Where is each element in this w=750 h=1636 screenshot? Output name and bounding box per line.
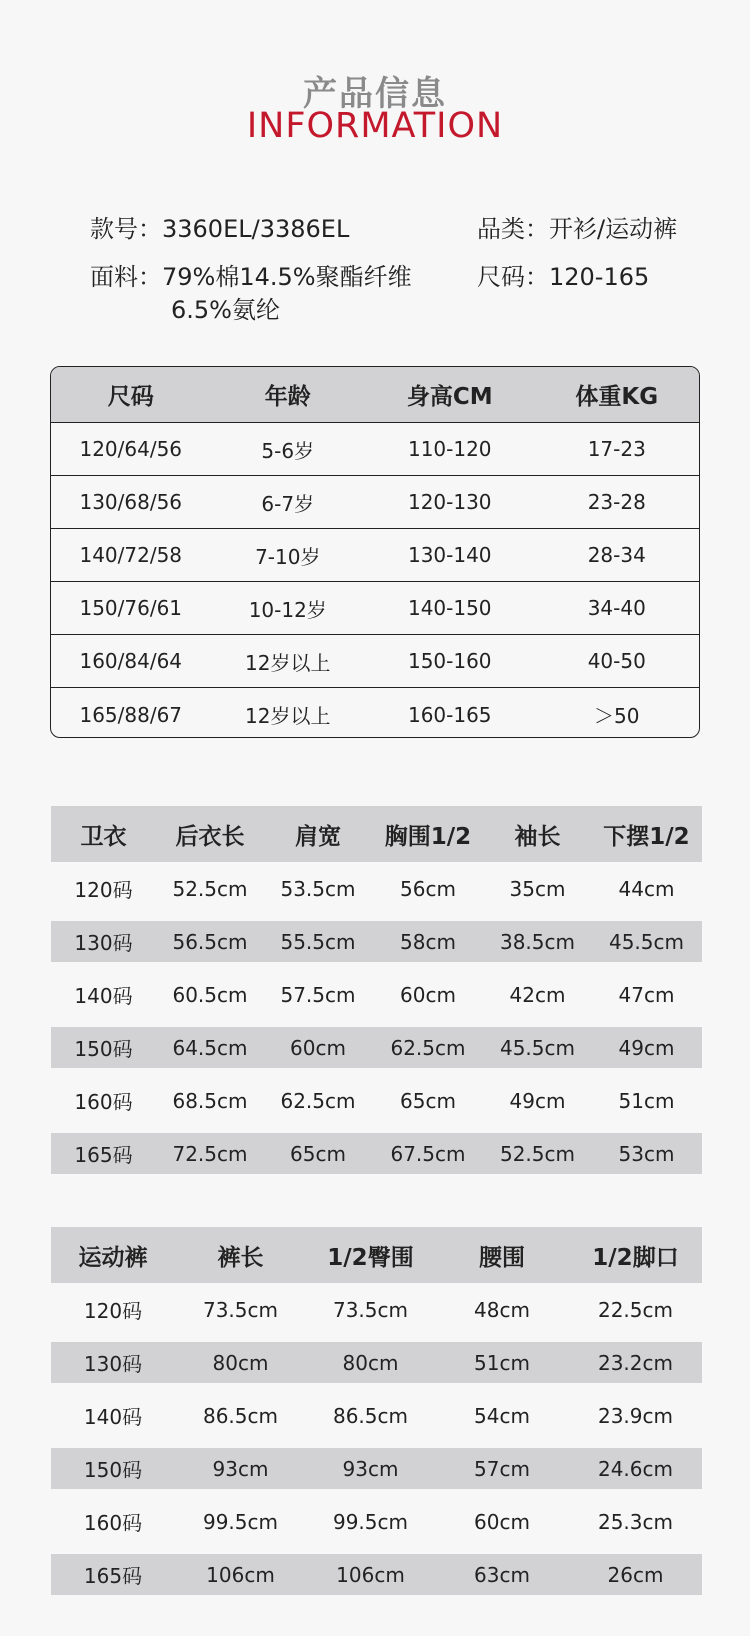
table-cell: 165/88/67 bbox=[79, 702, 183, 727]
header-cell: 卫衣 bbox=[80, 823, 127, 850]
table-cell: 150码 bbox=[83, 1458, 143, 1482]
pants-measure-table bbox=[51, 1227, 702, 1601]
table-row bbox=[51, 1342, 702, 1383]
table-cell: 160码 bbox=[83, 1511, 143, 1535]
table-cell: 7-10岁 bbox=[255, 544, 321, 569]
table-cell: 150/76/61 bbox=[79, 596, 183, 620]
table-cell: 165码 bbox=[83, 1564, 143, 1588]
table-row bbox=[51, 476, 699, 529]
table-cell: 165码 bbox=[74, 1143, 133, 1167]
table-cell: 62.5cm bbox=[390, 1035, 466, 1060]
table-cell: 86.5cm bbox=[332, 1403, 408, 1428]
table-cell: 130码 bbox=[83, 1352, 143, 1376]
table-cell: 56cm bbox=[400, 876, 456, 901]
table-cell: 130-140 bbox=[407, 543, 492, 567]
header-cell: 1/2臀围 bbox=[327, 1244, 414, 1271]
table-cell: 52.5cm bbox=[172, 876, 248, 901]
header-cell: 袖长 bbox=[514, 823, 561, 850]
table-cell: 6-7岁 bbox=[261, 491, 315, 516]
table-cell: 110-120 bbox=[407, 437, 492, 461]
table-cell: 160码 bbox=[74, 1090, 133, 1114]
table-cell: 57cm bbox=[474, 1456, 530, 1481]
table-cell: 57.5cm bbox=[280, 982, 356, 1007]
header-cell: 后衣长 bbox=[175, 823, 245, 850]
table-cell: 22.5cm bbox=[597, 1297, 673, 1322]
header-cell: 身高CM bbox=[406, 384, 493, 410]
category: 品类：开衫/运动裤 bbox=[477, 215, 678, 243]
table-cell: 160/84/64 bbox=[79, 649, 183, 673]
size-range: 尺码：120-165 bbox=[477, 263, 650, 291]
table-cell: 64.5cm bbox=[172, 1035, 248, 1060]
section-title-en: INFORMATION bbox=[246, 106, 504, 146]
table-cell: 23-28 bbox=[587, 490, 646, 514]
table-cell: 47cm bbox=[618, 982, 675, 1007]
header-cell: 裤长 bbox=[217, 1244, 264, 1271]
section-title-cn: 产品信息 bbox=[303, 74, 447, 114]
table-cell: 17-23 bbox=[587, 437, 646, 461]
table-cell: 86.5cm bbox=[202, 1403, 278, 1428]
hoodie-table-header bbox=[51, 806, 702, 862]
table-cell: 80cm bbox=[212, 1350, 269, 1375]
table-row bbox=[51, 1027, 702, 1068]
table-cell: 44cm bbox=[618, 876, 675, 901]
table-cell: 130/68/56 bbox=[79, 490, 183, 514]
table-cell: 45.5cm bbox=[608, 929, 684, 954]
header-cell: 尺码 bbox=[107, 384, 154, 410]
table-cell: 150-160 bbox=[407, 649, 492, 673]
pants-table-header bbox=[51, 1227, 702, 1283]
table-cell: 60cm bbox=[400, 982, 456, 1007]
table-cell: 40-50 bbox=[587, 649, 646, 673]
table-row bbox=[51, 968, 702, 1021]
table-row bbox=[51, 1389, 702, 1442]
table-cell: 54cm bbox=[474, 1403, 530, 1428]
table-cell: 48cm bbox=[474, 1297, 530, 1322]
table-row bbox=[51, 1074, 702, 1127]
table-cell: 93cm bbox=[212, 1456, 269, 1481]
table-row bbox=[51, 1133, 702, 1174]
table-cell: 67.5cm bbox=[390, 1141, 466, 1166]
table-cell: 12岁以上 bbox=[245, 704, 331, 728]
table-cell: 60cm bbox=[474, 1509, 530, 1534]
table-cell: 150码 bbox=[74, 1037, 133, 1061]
table-cell: 99.5cm bbox=[332, 1509, 408, 1534]
table-row bbox=[51, 688, 699, 738]
table-cell: 53.5cm bbox=[280, 876, 356, 901]
hoodie-measure-table bbox=[51, 806, 702, 1180]
table-row bbox=[51, 635, 699, 688]
table-cell: 106cm bbox=[206, 1562, 275, 1587]
table-cell: 49cm bbox=[509, 1088, 566, 1113]
table-cell: 130码 bbox=[74, 931, 133, 955]
table-row bbox=[51, 423, 699, 476]
style-number: 款号：3360EL/3386EL bbox=[90, 215, 350, 243]
table-row bbox=[51, 1495, 702, 1548]
table-cell: 51cm bbox=[618, 1088, 675, 1113]
table-cell: ＞50 bbox=[594, 704, 640, 728]
header-cell: 肩宽 bbox=[295, 823, 341, 850]
table-cell: 5-6岁 bbox=[261, 438, 315, 463]
table-cell: 35cm bbox=[509, 876, 566, 901]
table-row bbox=[51, 529, 699, 582]
table-cell: 65cm bbox=[290, 1141, 346, 1166]
table-cell: 25.3cm bbox=[597, 1509, 673, 1534]
header-cell: 年龄 bbox=[264, 384, 311, 410]
table-cell: 68.5cm bbox=[172, 1088, 248, 1113]
table-cell: 28-34 bbox=[587, 543, 646, 567]
table-row bbox=[51, 1283, 702, 1336]
table-cell: 120码 bbox=[83, 1299, 143, 1323]
table-cell: 99.5cm bbox=[202, 1509, 278, 1534]
fabric: 面料：79%棉14.5%聚酯纤维 bbox=[90, 263, 412, 291]
table-cell: 42cm bbox=[509, 982, 566, 1007]
table-cell: 140-150 bbox=[407, 596, 492, 620]
fabric-continued: 6.5%氨纶 bbox=[171, 296, 280, 324]
table-cell: 160-165 bbox=[407, 702, 492, 727]
table-cell: 120码 bbox=[74, 878, 133, 902]
table-cell: 120/64/56 bbox=[79, 437, 183, 461]
table-cell: 56.5cm bbox=[172, 929, 248, 954]
header-cell: 1/2脚口 bbox=[592, 1244, 679, 1271]
table-cell: 24.6cm bbox=[597, 1456, 673, 1481]
table-cell: 63cm bbox=[474, 1562, 530, 1587]
table-cell: 140码 bbox=[74, 984, 133, 1008]
table-cell: 106cm bbox=[336, 1562, 405, 1587]
table-cell: 55.5cm bbox=[280, 929, 356, 954]
table-cell: 140码 bbox=[83, 1405, 143, 1429]
table-row bbox=[51, 921, 702, 962]
table-cell: 52.5cm bbox=[499, 1141, 575, 1166]
table-cell: 45.5cm bbox=[499, 1035, 575, 1060]
table-cell: 34-40 bbox=[587, 596, 646, 620]
size-chart-header bbox=[51, 367, 699, 423]
table-cell: 73.5cm bbox=[332, 1297, 408, 1322]
table-cell: 23.2cm bbox=[597, 1350, 673, 1375]
table-cell: 140/72/58 bbox=[79, 543, 183, 567]
table-cell: 58cm bbox=[400, 929, 456, 954]
table-cell: 93cm bbox=[342, 1456, 399, 1481]
header-cell: 体重KG bbox=[575, 384, 659, 410]
table-cell: 65cm bbox=[400, 1088, 456, 1113]
table-cell: 26cm bbox=[607, 1562, 664, 1587]
header-cell: 胸围1/2 bbox=[384, 823, 472, 850]
table-cell: 72.5cm bbox=[172, 1141, 248, 1166]
table-cell: 12岁以上 bbox=[245, 650, 331, 675]
size-chart-table bbox=[50, 366, 700, 738]
table-cell: 120-130 bbox=[407, 490, 492, 514]
table-cell: 73.5cm bbox=[202, 1297, 278, 1322]
table-cell: 38.5cm bbox=[499, 929, 575, 954]
table-row bbox=[51, 1448, 702, 1489]
table-cell: 60.5cm bbox=[172, 982, 248, 1007]
header-cell: 腰围 bbox=[479, 1244, 525, 1271]
table-row bbox=[51, 1554, 702, 1595]
table-cell: 53cm bbox=[618, 1141, 675, 1166]
table-cell: 62.5cm bbox=[280, 1088, 356, 1113]
table-cell: 10-12岁 bbox=[248, 597, 327, 622]
table-cell: 49cm bbox=[618, 1035, 675, 1060]
table-row bbox=[51, 582, 699, 635]
header-cell: 下摆1/2 bbox=[603, 823, 690, 850]
table-cell: 51cm bbox=[474, 1350, 530, 1375]
table-cell: 60cm bbox=[290, 1035, 346, 1060]
table-cell: 23.9cm bbox=[597, 1403, 673, 1428]
table-row bbox=[51, 862, 702, 915]
table-cell: 80cm bbox=[342, 1350, 399, 1375]
header-cell: 运动裤 bbox=[78, 1244, 148, 1271]
